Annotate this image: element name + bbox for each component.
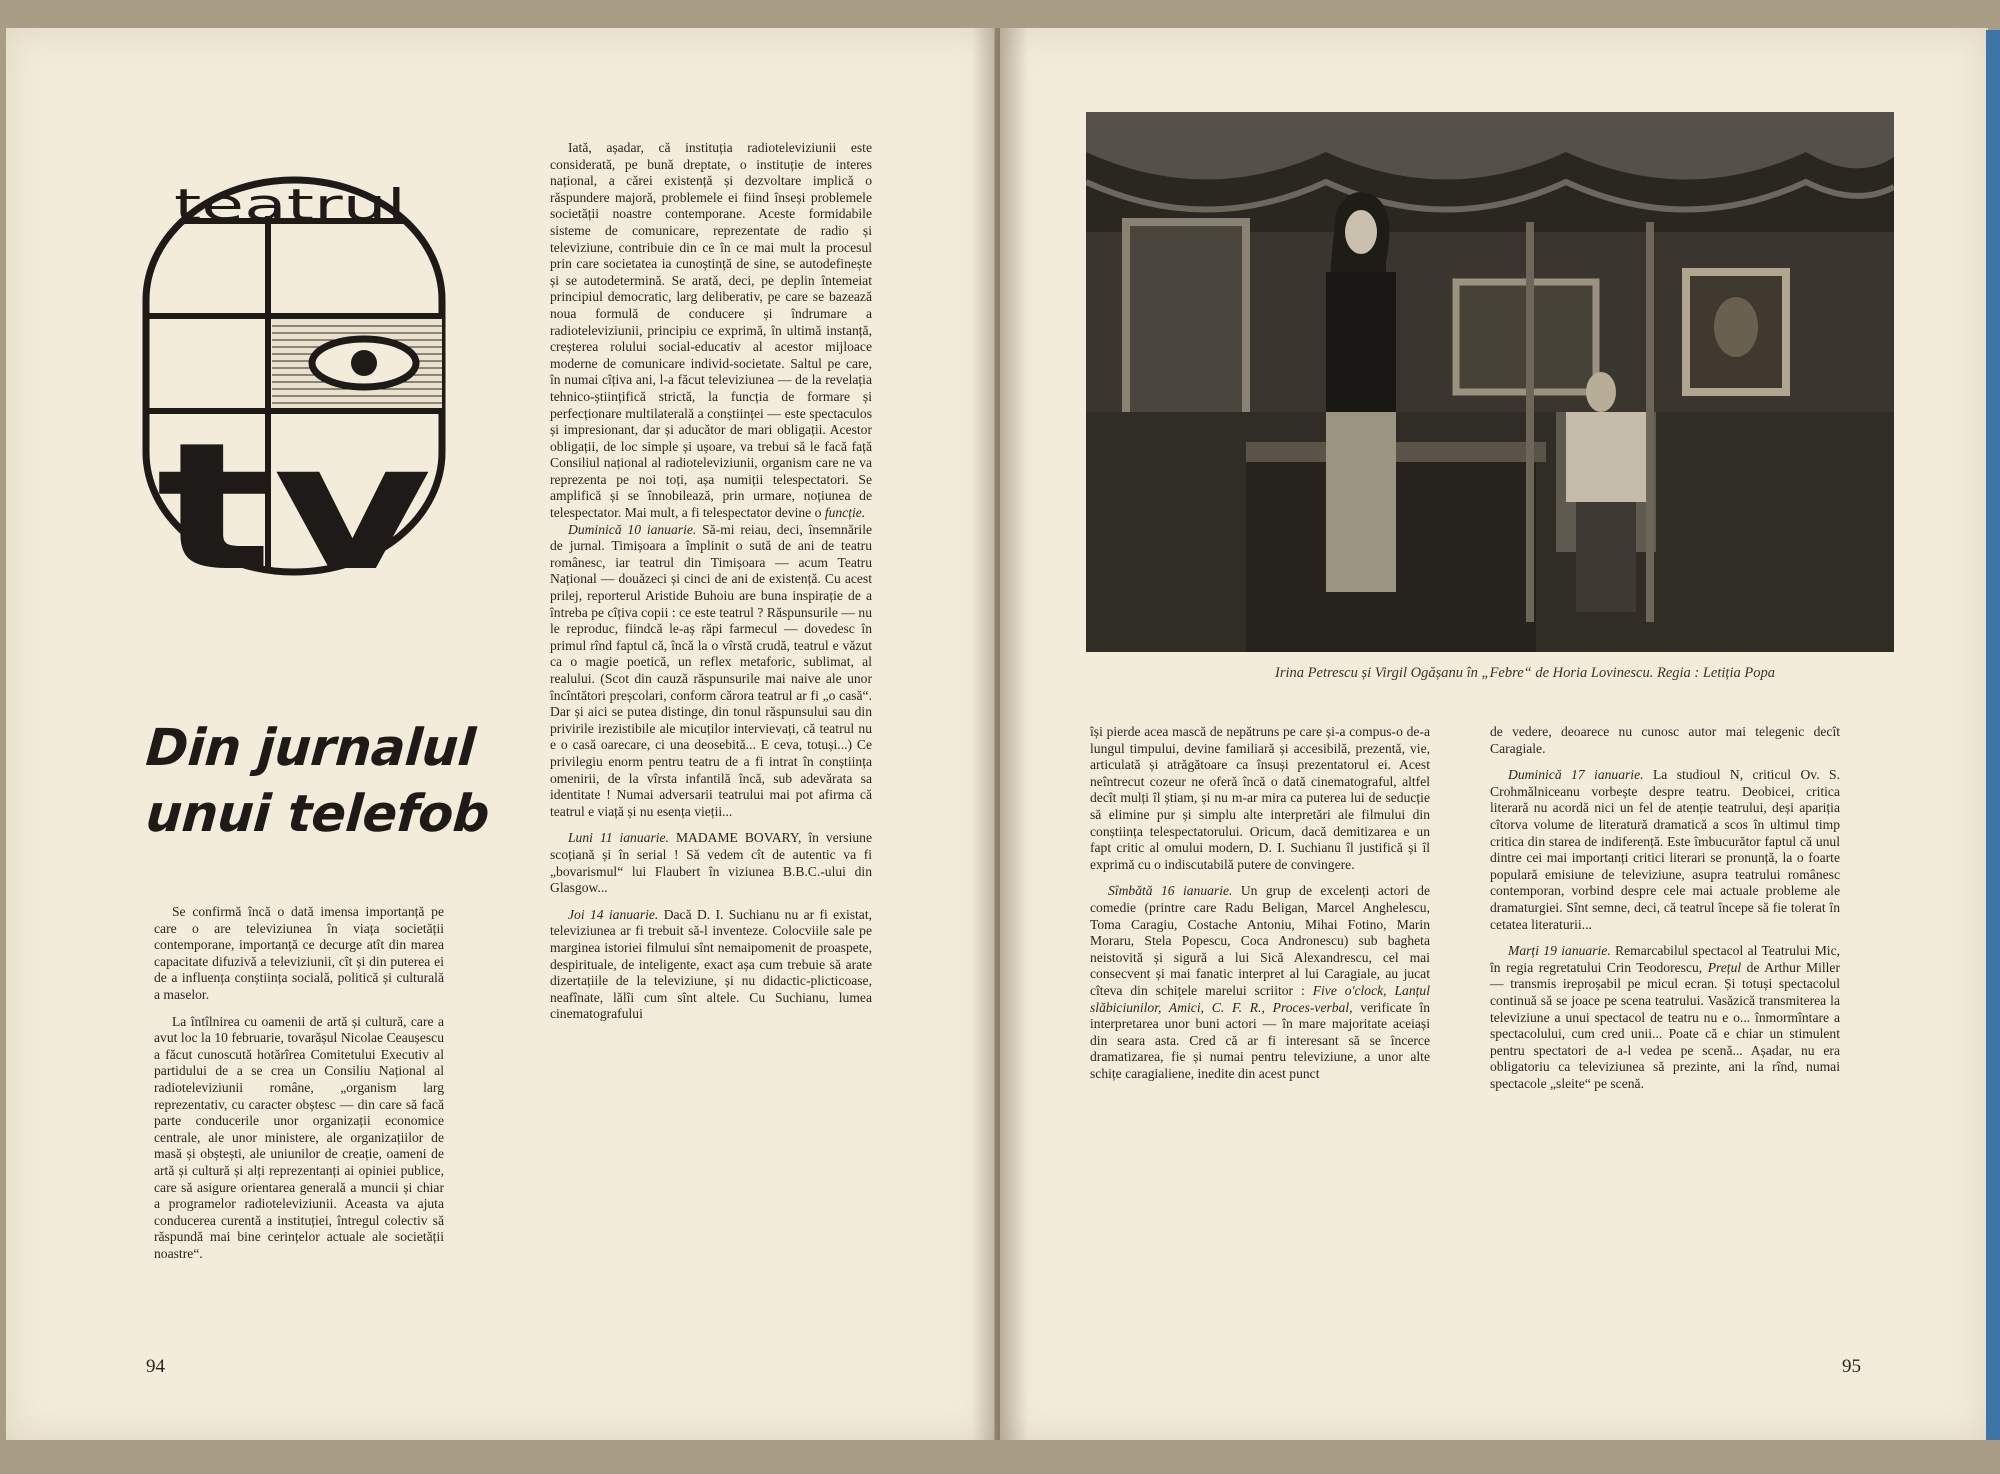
column-paragraph: Iată, așadar, că instituția radioteleviziunii este considerată, pe bună dreptate, o instituție de interes național, a cărei existență și dezvoltare implică o răspundere majoră, problemele ei fiind înseși problemele societății noastre contemporane. Aceste formidabile sisteme de comunicare, reprezentate de radio și televiziune, contribuie din ce în ce mai mult la procesul prin care societatea ia cunoștință de sine, se autodefinește și se autodetermină. Se arată, deci, pe deplin întemeiat principiul democratic, larg deliberativ, pe care se bazează noua formulă de conducere și îndrumare a radioteleviziunii, principiu ce exprimă, în ultimă instanță, creșterea rolului social-educativ al acestor mijloace moderne de comunicare individ-societate. Saltul pe care, în numai cîțiva ani, l-a făcut televiziunea — de la revelația tehnico-științifică strictă, la funcția de formare și perfecționare multilaterală a conștiinței — este spectaculos și impresionant, dar și aducător de mari obligații. Acestor obligații, de loc simple și ușoare, va trebui să le facă față Consiliul național al radioteleviziunii, organism care ne va reprezenta pe noi toți, așa numiții telespectatori. Se amplifică și se înnobilează, prin urmare, noțiunea de telespectator. Mai mult, a fi telespectator devine o funcție. <box>550 140 872 521</box>
logo-word-teatrul: teatrul <box>174 180 406 231</box>
column-paragraph: de vedere, deoarece nu cunosc autor mai telegenic decît Caragiale. <box>1490 724 1840 756</box>
title-line-1: Din jurnalul <box>143 719 477 778</box>
diary-entry-jan-10: Duminică 10 ianuarie. Să-mi reiau, deci, însemnările de jurnal. Timișoara a împlinit o sută de ani de teatru românesc, iar teatrul din Timișoara — acum Teatru Național — douăzeci și cinci de ani de existență. Cu acest prilej, reporterul Aristide Buhoiu are buna inspirație de a întreba pe cîțiva copii : ce este teatrul ? Răspunsurile — nu le reproduc, fiindcă le-aș răpi farmecul — dovedesc în primul rînd faptul că, încă la o vîrstă crudă, teatrul e văzut ca o magie poetică, un reflex metaforic, sublimat, al realului. (Scot din cauză răspunsurile mai naive ale unor încîntători preșcolari, conform cărora teatrul ar fi „o casă“. Dar și aici se putea distinge, din tonul răspunsului sau din privirile irezistibile ale micuților intervievați, că teatrul nu e o casă oarecare, ci una deosebită... E ceva, totuși...) Ce privilegiu enorm pentru teatru de a fi intrat în conștiința omenirii, de la vîrsta infantilă încă, sub adevărata sa identitate ! Numai adversarii teatrului mai pot afirma că teatrul e viață și nu esența vieții... <box>550 521 872 819</box>
column-paragraph: își pierde acea mască de nepătruns pe care și-a compus-o de-a lungul timpului, devine familiară și accesibilă, prezentă, vie, articulată și atrăgătoare ca însuși prezentatorul ei. Acest neîntrecut cozeur ne oferă încă o dată cinematograful, altfel decît mulți îl știam, și nu m-ar mira ca puterea lui de seducție să elimine pur și simplu alte interpretări ale filmului din conștiința telespectatorului. Oricum, dacă demitizarea e un fapt critic al omului modern, D. I. Suchianu îl justifică și îl exprimă cu o indiscutabilă putere de convingere. <box>1090 724 1430 872</box>
page-number-left: 94 <box>146 1356 165 1377</box>
intro-paragraph-1: Se confirmă încă o dată imensa importanță pe care o are televiziunea în viața societății contemporane, importanță ce decurge atît din marea capacitate difuzivă a televiziunii, cît și din puterea ei de a influența conștiința socială, politică și culturală a maselor. <box>154 904 444 1002</box>
book-gutter <box>972 28 1028 1440</box>
photo-caption: Irina Petrescu și Virgil Ogășanu în „Febre“ de Horia Lovinescu. Regia : Letiția Popa <box>1275 665 1775 681</box>
intro-column <box>154 904 444 1272</box>
theatre-photo <box>1086 112 1894 652</box>
right-page <box>1000 28 1988 1440</box>
intro-paragraph-2: La întîlnirea cu oamenii de artă și cultură, care a avut loc la 10 februarie, tovarășul Nicolae Ceaușescu a făcut cunoscută hotărîrea Comitetului Executiv al partidului de a se crea un Consiliu Național al radioteleviziunii române, „organism larg reprezentativ, cu caracter obștesc — din care să facă parte conducerile unor organizații economice centrale, ale unor ministere, ale organizațiilor de masă și obștești, ale uniunilor de creație, oameni de artă și cultură și alți reprezentanți ai opiniei publice, care să asigure orientarea generală a muncii și chiar a programelor radioteleviziunii. Aceasta va ajuta conducerea curentă a instituției, întregul colectiv să răspundă mai bine cerințelor actuale ale societății noastre“. <box>154 1013 444 1261</box>
page-number-right: 95 <box>1842 1356 1861 1377</box>
logo-word-tv: tv <box>156 405 432 576</box>
left-page <box>6 28 995 1440</box>
diary-entry-jan-17: Duminică 17 ianuarie. La studioul N, criticul Ov. S. Crohmălniceanu vorbește despre teatru. Deobicei, critica literară nu acordă nici un fel de atenție teatrului, deși apariția cîtorva volume de literatură dramatică a scos în ultimul timp critica din starea de indiferență. Este îmbucurător faptul că unul dintre cei mai importanți critici literari se pronunță, la o foarte populară emisiune de televiziune, asupra teatrului românesc contemporan, vorbind despre cele mai actuale probleme ale dramaturgiei. Sînt semne, deci, că teatrul începe să fie tolerat în cetatea literaturii... <box>1490 767 1840 932</box>
left-text-column <box>550 140 872 1033</box>
cover-edge <box>1986 30 2000 1440</box>
title-line-2: unui telefob <box>143 785 492 844</box>
diary-entry-jan-14: Joi 14 ianuarie. Dacă D. I. Suchianu nu ar fi existat, televiziunea ar fi trebuit să-l inventeze. Colocviile sale pe marginea istoriei filmului sînt nemaipomenit de proaspete, despirituale, de inteligente, exact așa cum trebuie să arate dizertațiile de la televiziune, și nu didactic-plicticoase, neafînate, lălîi cum sînt altele. Cu Suchianu, lumea cinematografului <box>550 906 873 1022</box>
right-text-column-2 <box>1490 724 1840 1102</box>
article-title <box>143 716 492 848</box>
diary-entry-jan-16: Sîmbătă 16 ianuarie. Un grup de excelenți actori de comedie (printre care Radu Beligan, Marcel Anghelescu, Toma Caragiu, Costache Antoniu, Mihai Fotino, Marin Moraru, Stela Popescu, Coca Andronescu) sub bagheta neistovită și sigură a lui Sică Alexandrescu, cel mai consecvent și mai fanatic interpret al lui Caragiale, au jucat cîteva din schițele marelui scriitor : Five o'clock, Lanțul slăbiciunilor, Amici, C. F. R., Proces-verbal, verificate în interpretarea unor buni actori — în mare majoritate aceiași din seara asta. Cred că ar fi interesant să se încerce dramatizarea, fie și numai pentru televiziune, a unor alte schițe caragialiene, inedite din acest punct <box>1090 883 1431 1081</box>
diary-entry-jan-11: Luni 11 ianuarie. MADAME BOVARY, în versiune scoțiană și în serial ! Să vedem cît de autentic va fi „bovarismul“ lui Flaubert în viziunea B.B.C.-ului din Glasgow... <box>550 830 872 896</box>
right-text-column-1 <box>1090 724 1430 1092</box>
teatrul-tv-logo <box>142 176 446 576</box>
diary-entry-jan-19: Marți 19 ianuarie. Remarcabilul spectacol al Teatrului Mic, în regia regretatului Crin Teodorescu, Prețul de Arthur Miller — transmis ireproșabil pe micul ecran. Și totuși spectacolul continuă să se joace pe scena teatrului. Vasăzică transmiterea la televiziune a unui spectacol de teatru nu e o... înmormîntare a spectacolului, cum cred unii... Poate că e chiar un stimulent pentru spectatori de a-l vedea pe scenă... Așadar, nu era obligatoriu ca televiziunea să prezinte, ani la rînd, numai spectacole „sleite“ pe scenă. <box>1490 943 1840 1091</box>
